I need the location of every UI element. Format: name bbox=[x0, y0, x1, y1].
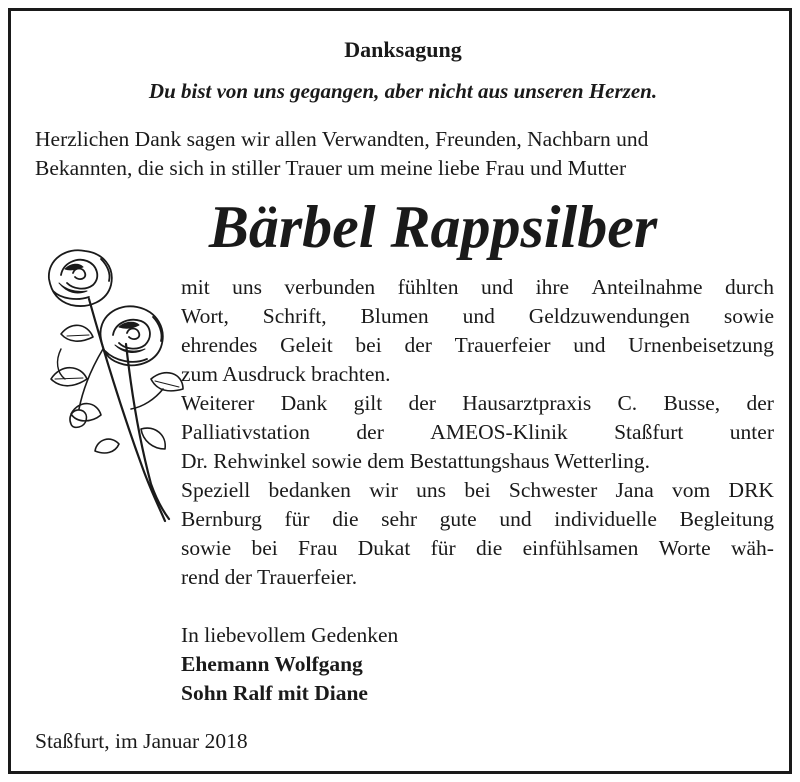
intro-line: Bekannten, die sich in stiller Trauer um meine liebe Frau und Mutter bbox=[35, 156, 627, 180]
body-word: Trauerfeier bbox=[454, 333, 551, 357]
body-word: ehrendes bbox=[181, 333, 258, 357]
body-word: die bbox=[332, 507, 359, 531]
body-text bbox=[181, 273, 774, 592]
deceased-name: Bärbel Rappsilber bbox=[208, 194, 658, 260]
body-word: wir bbox=[369, 478, 398, 502]
body-word: einfühlsamen bbox=[522, 536, 639, 560]
body-word: bei bbox=[251, 536, 278, 560]
notice-motto: Du bist von uns gegangen, aber nicht aus unseren Herzen. bbox=[148, 79, 658, 103]
body-line bbox=[181, 302, 774, 331]
body-line bbox=[181, 476, 774, 505]
body-word: Wort, bbox=[181, 304, 229, 328]
body-word: und bbox=[499, 507, 532, 531]
obituary-frame bbox=[8, 8, 792, 774]
body-word: Dank bbox=[280, 391, 328, 415]
body-line bbox=[181, 360, 774, 389]
body-word: Worte bbox=[658, 536, 711, 560]
body-word: unter bbox=[729, 420, 774, 444]
body-word: Frau bbox=[298, 536, 338, 560]
body-word: Busse, bbox=[663, 391, 721, 415]
body-word: Geldzuwendungen bbox=[528, 304, 690, 328]
body-word: verbunden bbox=[284, 275, 376, 299]
body-word: Dukat bbox=[357, 536, 411, 560]
place-date: Staßfurt, im Januar 2018 bbox=[35, 729, 248, 753]
body-word: der bbox=[746, 391, 774, 415]
roses-icon bbox=[31, 239, 191, 524]
body-word: Schrift, bbox=[262, 304, 327, 328]
body-word: sowie bbox=[181, 536, 232, 560]
body-word: gilt bbox=[353, 391, 383, 415]
body-line bbox=[181, 273, 774, 302]
body-word: Speziell bbox=[181, 478, 251, 502]
body-word: uns bbox=[416, 478, 447, 502]
body-word: uns bbox=[232, 275, 262, 299]
body-word: der bbox=[404, 333, 432, 357]
signer-name: Sohn Ralf mit Diane bbox=[181, 681, 368, 705]
body-line bbox=[181, 534, 774, 563]
body-word: für bbox=[430, 536, 456, 560]
body-word: und bbox=[573, 333, 606, 357]
body-word: und bbox=[480, 275, 514, 299]
closing-phrase: In liebevollem Gedenken bbox=[181, 623, 399, 647]
body-word: AMEOS-Klinik bbox=[430, 420, 568, 444]
body-line bbox=[181, 331, 774, 360]
body-word: bei bbox=[355, 333, 382, 357]
body-word: Schwester bbox=[508, 478, 598, 502]
body-word: die bbox=[475, 536, 503, 560]
body-word: bedanken bbox=[268, 478, 351, 502]
body-line bbox=[181, 563, 774, 592]
body-word: Geleit bbox=[280, 333, 333, 357]
body-word: individuelle bbox=[554, 507, 657, 531]
body-word: Staßfurt bbox=[614, 420, 684, 444]
body-word: wäh- bbox=[730, 536, 774, 560]
body-word: Palliativstation bbox=[181, 420, 310, 444]
body-word: Jana bbox=[615, 478, 654, 502]
body-word: Hausarztpraxis bbox=[462, 391, 592, 415]
body-line bbox=[181, 447, 774, 476]
body-word: Anteilnahme bbox=[591, 275, 703, 299]
body-word: C. bbox=[617, 391, 638, 415]
body-word: sowie bbox=[723, 304, 774, 328]
notice-title: Danksagung bbox=[344, 37, 462, 62]
body-word: durch bbox=[725, 275, 774, 299]
body-line-text: zum Ausdruck brachten. bbox=[181, 362, 391, 386]
body-word: der bbox=[356, 420, 384, 444]
intro-line: Herzlichen Dank sagen wir allen Verwandten, Freunden, Nachbarn und bbox=[35, 127, 649, 151]
intro-text bbox=[35, 125, 775, 183]
body-word: der bbox=[408, 391, 436, 415]
signer-name: Ehemann Wolfgang bbox=[181, 652, 363, 676]
body-word: ihre bbox=[535, 275, 570, 299]
body-word: vom bbox=[672, 478, 711, 502]
body-word: Weiterer bbox=[181, 391, 255, 415]
body-line bbox=[181, 418, 774, 447]
body-word: fühlten bbox=[397, 275, 459, 299]
body-word: Blumen bbox=[360, 304, 429, 328]
body-line bbox=[181, 389, 774, 418]
body-word: und bbox=[462, 304, 495, 328]
body-word: für bbox=[284, 507, 310, 531]
body-word: DRK bbox=[728, 478, 774, 502]
body-word: sehr bbox=[381, 507, 417, 531]
body-word: Begleitung bbox=[679, 507, 774, 531]
body-word: Urnenbeisetzung bbox=[628, 333, 774, 357]
body-line-text: Dr. Rehwinkel sowie dem Bestattungshaus Wetterling. bbox=[181, 449, 651, 473]
body-word: mit bbox=[181, 275, 210, 299]
body-word: bei bbox=[464, 478, 491, 502]
body-line-text: rend der Trauerfeier. bbox=[181, 565, 358, 589]
body-word: gute bbox=[439, 507, 477, 531]
closing-block bbox=[181, 621, 398, 708]
body-line bbox=[181, 505, 774, 534]
body-word: Bernburg bbox=[181, 507, 262, 531]
